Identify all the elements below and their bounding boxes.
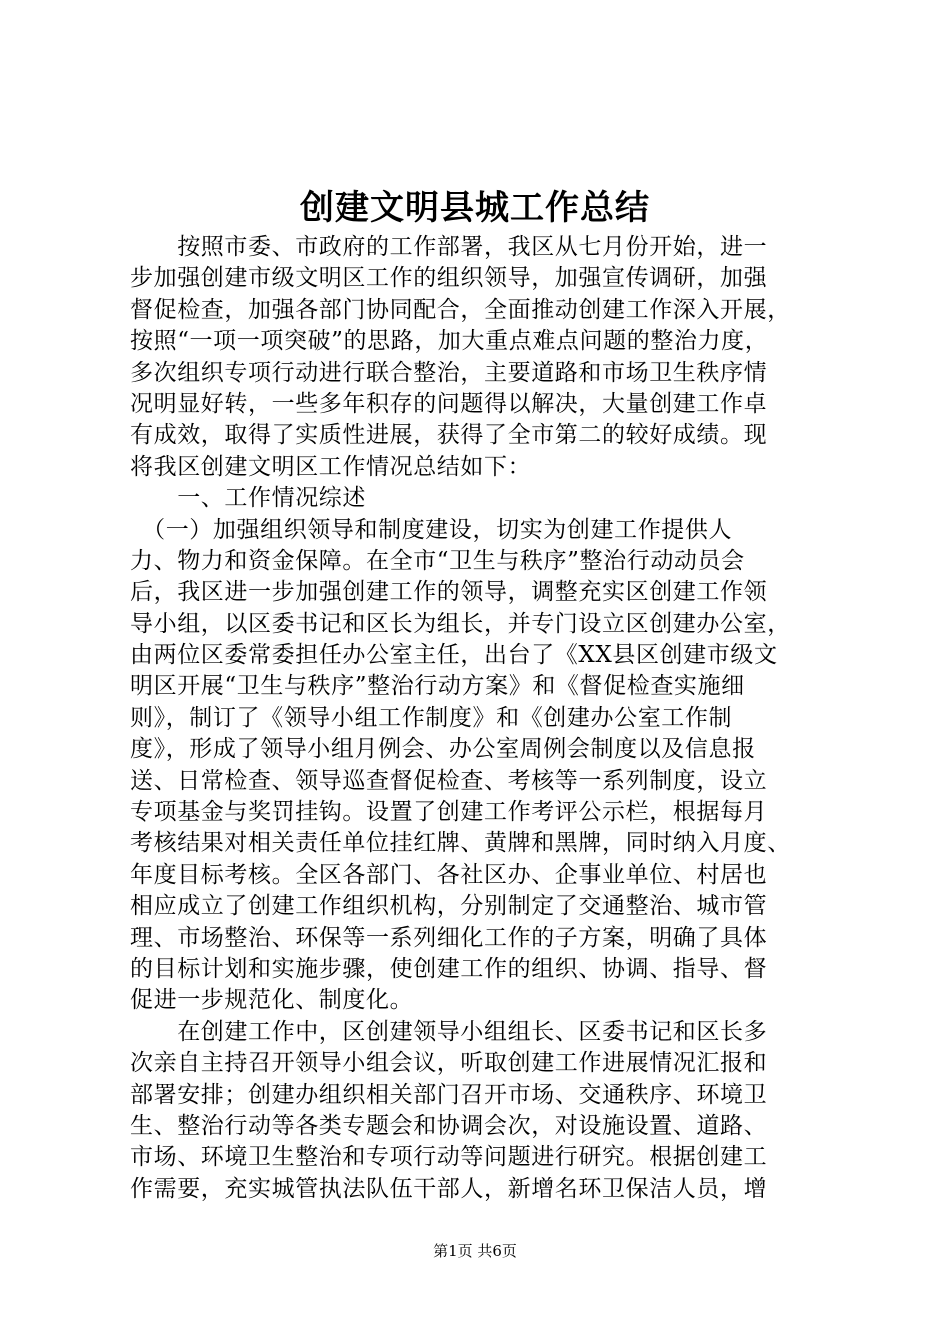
document-title: 创建文明县城工作总结 — [300, 188, 650, 228]
body-line: 相应成立了创建工作组织机构，分别制定了交通整治、城市管 — [130, 893, 768, 920]
body-line: 在创建工作中，区创建领导小组组长、区委书记和区长多 — [130, 1018, 768, 1045]
body-line: 送、日常检查、领导巡查督促检查、考核等一系列制度，设立 — [130, 767, 768, 794]
body-line: 明区开展“卫生与秩序”整治行动方案》和《督促检查实施细 — [130, 673, 745, 700]
body-line: 专项基金与奖罚挂钩。设置了创建工作考评公示栏，根据每月 — [130, 799, 768, 826]
body-line: 多次组织专项行动进行联合整治，主要道路和市场卫生秩序情 — [130, 359, 768, 386]
body-line: 力、物力和资金保障。在全市“卫生与秩序”整治行动动员会 — [130, 547, 745, 574]
body-line: 年度目标考核。全区各部门、各社区办、企事业单位、村居也 — [130, 861, 768, 888]
body-line: 导小组，以区委书记和区长为组长，并专门设立区创建办公室， — [130, 610, 791, 637]
body-line: 按照市委、市政府的工作部署，我区从七月份开始，进一 — [130, 234, 768, 260]
body-line: 按照“一项一项突破”的思路，加大重点难点问题的整治力度， — [130, 328, 769, 355]
body-line: （一）加强组织领导和制度建设，切实为创建工作提供人 — [130, 516, 733, 543]
body-line: 步加强创建市级文明区工作的组织领导，加强宣传调研，加强 — [130, 265, 768, 292]
body-line: 促进一步规范化、制度化。 — [130, 987, 414, 1014]
body-line: 将我区创建文明区工作情况总结如下： — [130, 453, 532, 480]
body-line: 生、整治行动等各类专题会和协调会次，对设施设置、道路、 — [130, 1112, 768, 1139]
body-line: 度》，形成了领导小组月例会、办公室周例会制度以及信息报 — [130, 736, 756, 763]
section-heading: 一、工作情况综述 — [130, 485, 366, 512]
body-line: 督促检查，加强各部门协同配合，全面推动创建工作深入开展， — [130, 296, 791, 323]
body-line: 况明显好转，一些多年积存的问题得以解决，大量创建工作卓 — [130, 390, 768, 417]
body-line: 理、市场整治、环保等一系列细化工作的子方案，明确了具体 — [130, 924, 768, 951]
body-line: 作需要，充实城管执法队伍干部人，新增名环卫保洁人员，增 — [130, 1175, 768, 1202]
body-line: 后，我区进一步加强创建工作的领导，调整充实区创建工作领 — [130, 579, 768, 606]
body-line: 的目标计划和实施步骤，使创建工作的组织、协调、指导、督 — [130, 955, 768, 982]
body-line: 次亲自主持召开领导小组会议，听取创建工作进展情况汇报和 — [130, 1050, 768, 1077]
body-line: 有成效，取得了实质性进展，获得了全市第二的较好成绩。现 — [130, 422, 768, 449]
body-line: 部署安排；创建办组织相关部门召开市场、交通秩序、环境卫 — [130, 1081, 768, 1108]
body-line: 市场、环境卫生整治和专项行动等问题进行研究。根据创建工 — [130, 1144, 768, 1171]
page-footer: 第1页 共6页 — [433, 1242, 517, 1260]
document-body — [130, 232, 830, 1205]
body-line: 考核结果对相关责任单位挂红牌、黄牌和黑牌，同时纳入月度、 — [130, 830, 791, 857]
body-line: 则》，制订了《领导小组工作制度》和《创建办公室工作制 — [130, 704, 733, 731]
body-line: 由两位区委常委担任办公室主任，出台了《XX县区创建市级文 — [130, 642, 778, 669]
